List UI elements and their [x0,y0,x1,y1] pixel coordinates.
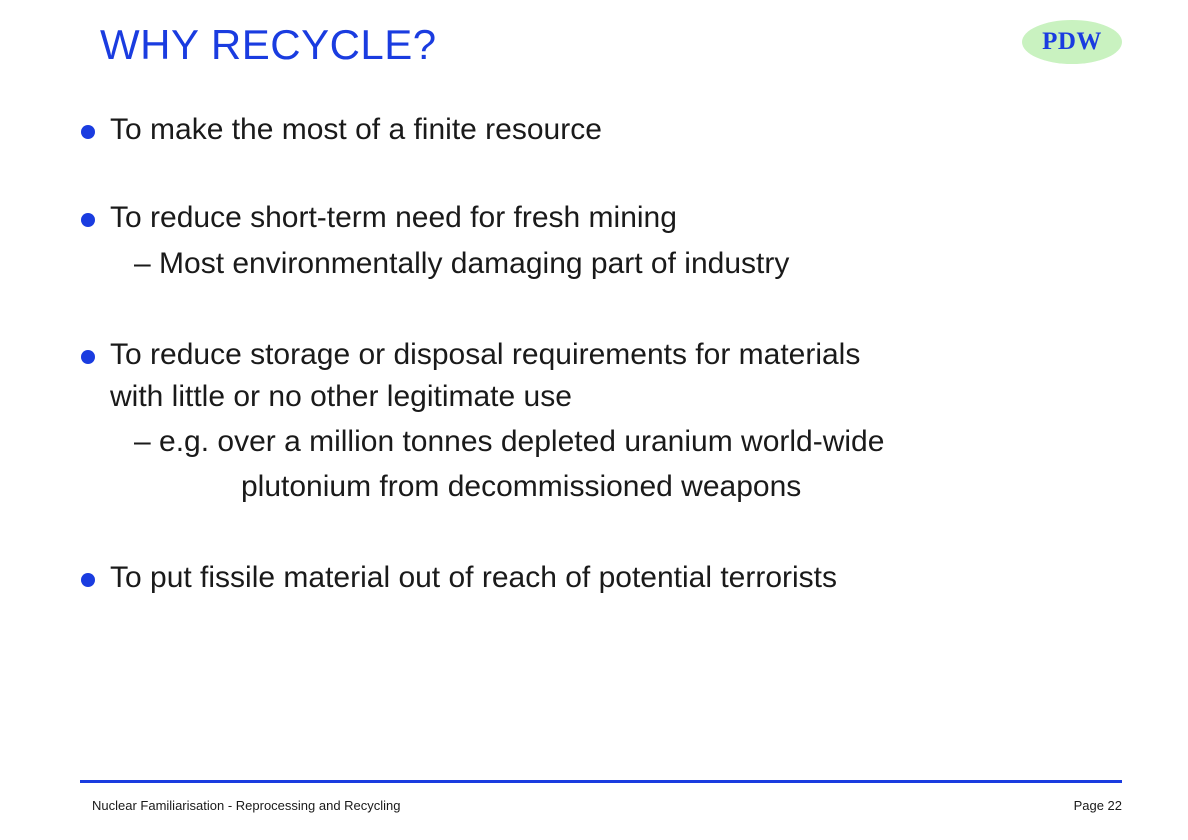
bullet-dot-icon [81,213,95,227]
bullet-continuation-text: with little or no other legitimate use [110,380,572,413]
bullet-text: To put fissile material out of reach of potential terrorists [110,561,838,594]
footer-divider [80,780,1122,783]
bullet-dot-icon [81,350,95,364]
bullet-text: To make the most of a finite resource [110,113,602,146]
bullet-dot-icon [81,125,95,139]
sub-bullet-text: – Most environmentally damaging part of industry [134,247,790,280]
footer-page-number: Page 22 [1073,798,1122,813]
footer-course-title: Nuclear Familiarisation - Reprocessing and Recycling [92,798,401,813]
bullet-dot-icon [81,573,95,587]
slide-title: WHY RECYCLE? [100,21,437,68]
sub-bullet-text: – e.g. over a million tonnes depleted uranium world-wide [134,425,885,458]
pdw-logo [1022,20,1122,64]
logo-text: PDW [1042,28,1102,55]
sub-bullet-continuation-text: plutonium from decommissioned weapons [241,470,802,503]
bullet-text: To reduce storage or disposal requirements for materials [110,338,861,371]
bullet-text: To reduce short-term need for fresh mining [110,201,677,234]
